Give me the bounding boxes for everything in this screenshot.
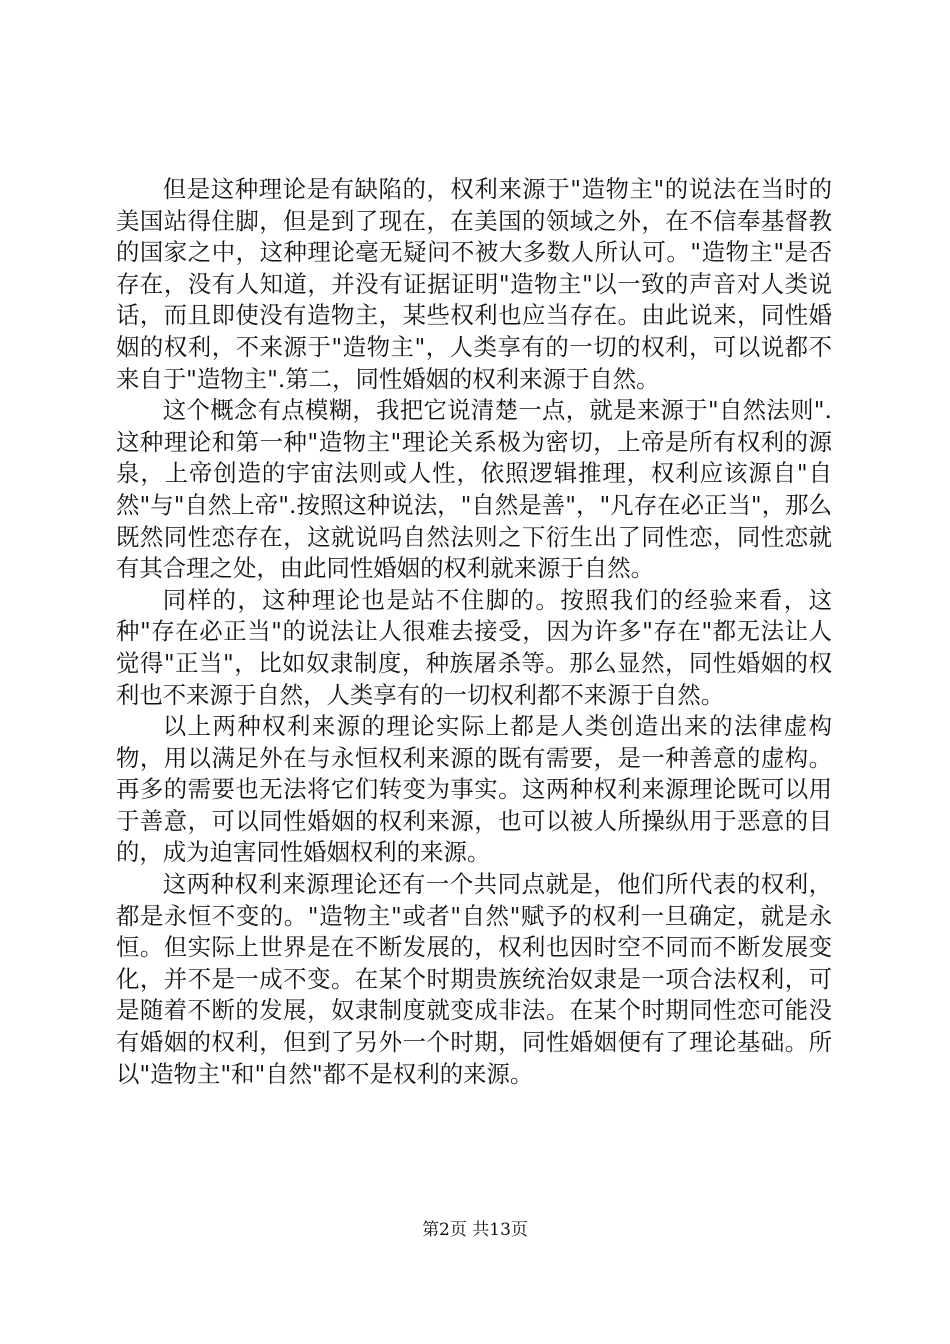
page-footer: 第2页 共13页: [422, 1220, 528, 1240]
paragraph-3: 同样的，这种理论也是站不住脚的。按照我们的经验来看，这种"存在必正当"的说法让人很难去接受，因为许多"存在"都无法让人觉得"正当"，比如奴隶制度，种族屠杀等。那么显然，同性婚姻的权利也不来源于自然，人类享有的一切权利都不来源于自然。: [116, 585, 832, 709]
body-text: [116, 174, 832, 1090]
paragraph-2: 这个概念有点模糊，我把它说清楚一点，就是来源于"自然法则".这种理论和第一种"造物主"理论关系极为密切，上帝是所有权利的源泉，上帝创造的宇宙法则或人性，依照逻辑推理，权利应该源自"自然"与"自然上帝".按照这种说法，"自然是善"，"凡存在必正当"，那么既然同性恋存在，这就说吗自然法则之下衍生出了同性恋，同性恋就有其合理之处，由此同性婚姻的权利就来源于自然。: [116, 396, 832, 583]
paragraph-5: 这两种权利来源理论还有一个共同点就是，他们所代表的权利，都是永恒不变的。"造物主"或者"自然"赋予的权利一旦确定，就是永恒。但实际上世界是在不断发展的，权利也因时空不同而不断发展变化，并不是一成不变。在某个时期贵族统治奴隶是一项合法权利，可是随着不断的发展，奴隶制度就变成非法。在某个时期同性恋可能没有婚姻的权利，但到了另外一个时期，同性婚姻便有了理论基础。所以"造物主"和"自然"都不是权利的来源。: [116, 870, 832, 1088]
paragraph-1: 但是这种理论是有缺陷的，权利来源于"造物主"的说法在当时的美国站得住脚，但是到了现在，在美国的领域之外，在不信奉基督教的国家之中，这种理论毫无疑问不被大多数人所认可。"造物主"是否存在，没有人知道，并没有证据证明"造物主"以一致的声音对人类说话，而且即使没有造物主，某些权利也应当存在。由此说来，同性婚姻的权利，不来源于"造物主"，人类享有的一切的权利，可以说都不来自于"造物主".第二，同性婚姻的权利来源于自然。: [116, 175, 832, 393]
paragraph-4: 以上两种权利来源的理论实际上都是人类创造出来的法律虚构物，用以满足外在与永恒权利来源的既有需要，是一种善意的虚构。再多的需要也无法将它们转变为事实。这两种权利来源理论既可以用于善意，可以同性婚姻的权利来源，也可以被人所操纵用于恶意的目的，成为迫害同性婚姻权利的来源。: [116, 712, 832, 867]
